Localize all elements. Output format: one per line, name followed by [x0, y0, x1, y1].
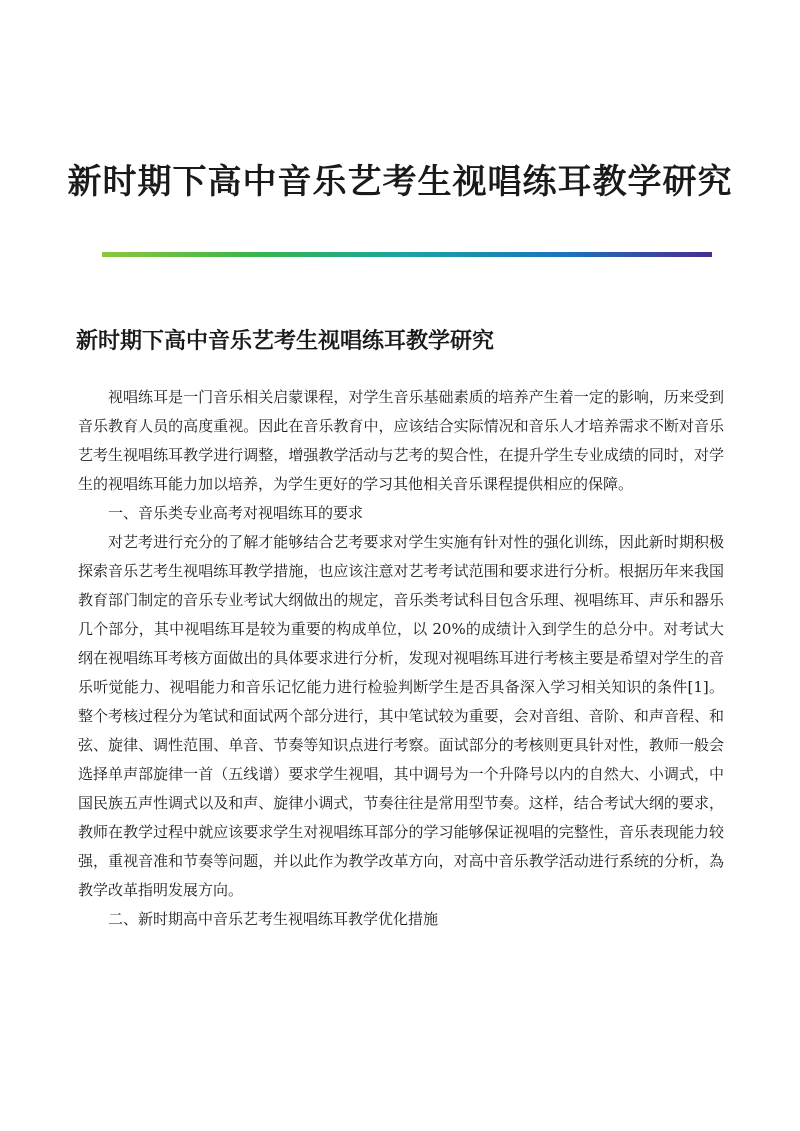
body-paragraph: 对艺考进行充分的了解才能够结合艺考要求对学生实施有针对性的强化训练，因此新时期积极探索音乐艺考生视唱练耳教学措施，也应该注意对艺考考试范围和要求进行分析。根据历年来我国教育部门制定的音乐专业考试大纲做出的规定，音乐类考试科目包含乐理、视唱练耳、声乐和器乐几个部分，其中视唱练耳是较为重要的构成单位，以 20%的成绩计入到学生的总分中。对考试大纲在视唱练耳考核方面做出的具体要求进行分析，发现对视唱练耳进行考核主要是希望对学生的音乐听觉能力、视唱能力和音乐记忆能力进行检验判断学生是否具备深入学习相关知识的条件[1]。整个考核过程分为笔试和面试两个部分进行，其中笔试较为重要，会对音组、音阶、和声音程、和弦、旋律、调性范围、单音、节奏等知识点进行考察。面试部分的考核则更具针对性，教师一般会选择单声部旋律一首（五线谱）要求学生视唱，其中调号为一个升降号以内的自然大、小调式，中国民族五声性调式以及和声、旋律小调式，节奏往往是常用型节奏。这样，结合考试大纲的要求，教师在教学过程中就应该要求学生对视唱练耳部分的学习能够保证视唱的完整性，音乐表现能力较强，重视音准和节奏等问题，并以此作为教学改革方向，对高中音乐教学活动进行系统的分析，為教学改革指明发展方向。 — [78, 533, 724, 899]
page-title: 新时期下高中音乐艺考生视唱练耳教学研究 — [67, 162, 733, 202]
intro-paragraph: 视唱练耳是一门音乐相关启蒙课程，对学生音乐基础素质的培养产生着一定的影响，历来受到音乐教育人员的高度重视。因此在音乐教育中，应该结合实际情况和音乐人才培养需求不断对音乐艺考生视唱练耳教学进行调整，增强教学活动与艺考的契合性，在提升学生专业成绩的同时，对学生的视唱练耳能力加以培养，为学生更好的学习其他相关音乐课程提供相应的保障。 — [78, 388, 724, 493]
subsection-heading-1: 一、音乐类专业高考对视唱练耳的要求 — [108, 504, 364, 522]
title-divider — [102, 252, 712, 257]
subsection-heading-2: 二、新时期高中音乐艺考生视唱练耳教学优化措施 — [108, 910, 439, 928]
body-text — [78, 383, 724, 934]
section-heading: 新时期下高中音乐艺考生视唱练耳教学研究 — [76, 328, 495, 354]
